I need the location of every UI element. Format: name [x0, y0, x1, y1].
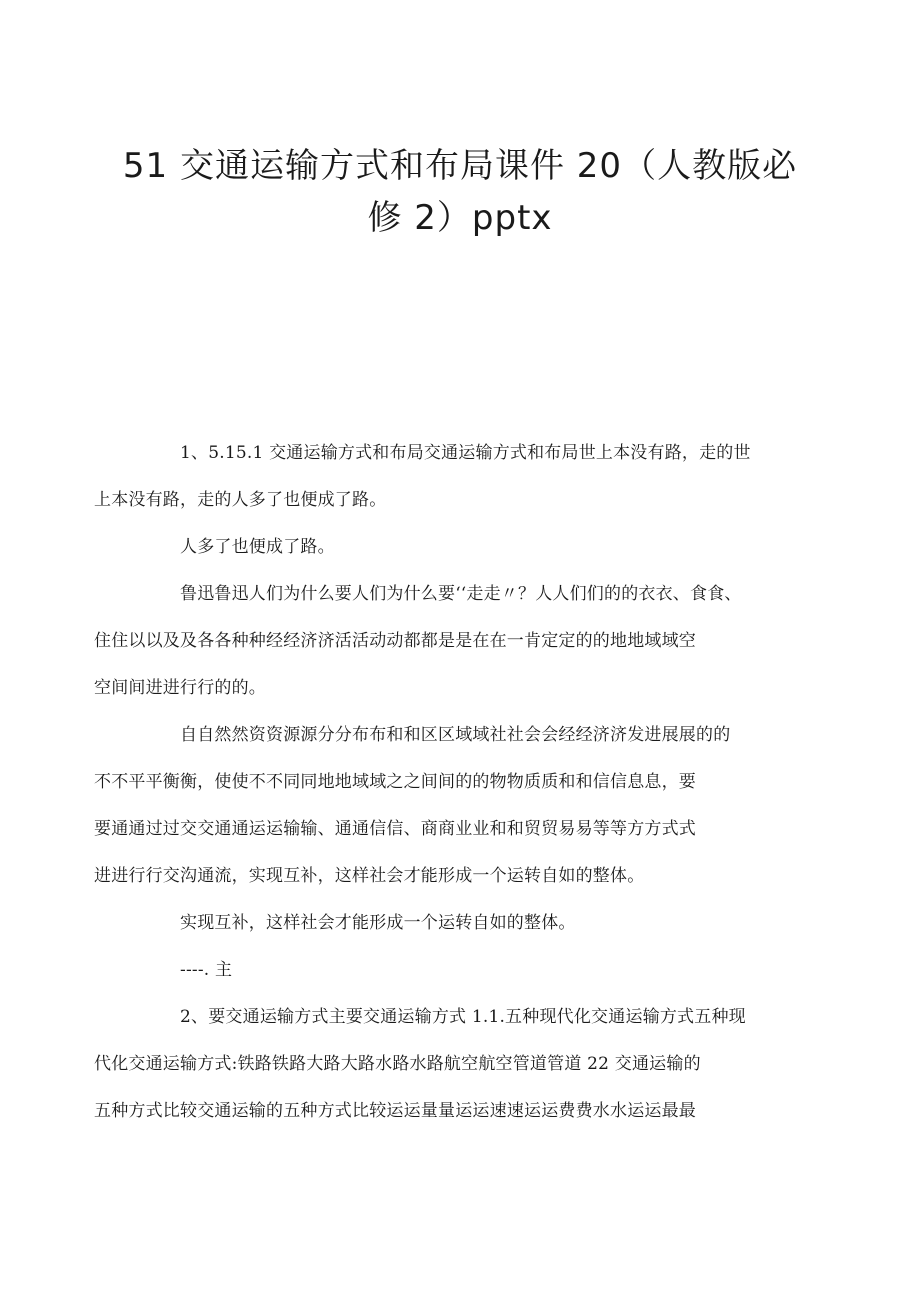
paragraph-line: 五种方式比较交通运输的五种方式比较运运量量运运速速运运费费水水运运最最	[94, 1101, 696, 1121]
paragraph-line: 不不平平衡衡，使使不不同同地地域域之之间间的的物物质质和和信信息息，要	[94, 772, 696, 792]
paragraph-line: 2、要交通运输方式主要交通运输方式 1.1.五种现代化交通运输方式五种现	[180, 1007, 746, 1027]
paragraph-line: 住住以以及及各各种种经经济济活活动动都都是是在在一肯定定的的地地域域空	[94, 631, 696, 651]
paragraph-4	[94, 712, 793, 900]
document-title	[120, 140, 800, 244]
paragraph-2	[137, 524, 793, 571]
paragraph-line: 空间间进进行行的的。	[94, 678, 266, 698]
title-line-2: 修 2）pptx	[367, 198, 553, 238]
paragraph-6	[137, 947, 793, 994]
paragraph-line: 代化交通运输方式:铁路铁路大路大路水路水路航空航空管道管道 22 交通运输的	[94, 1054, 701, 1074]
paragraph-line: 上本没有路，走的人多了也便成了路。	[94, 490, 387, 510]
paragraph-5	[137, 900, 793, 947]
title-line-1: 51 交通运输方式和布局课件 20（人教版必	[122, 146, 798, 186]
paragraph-line: 1、5.15.1 交通运输方式和布局交通运输方式和布局世上本没有路，走的世	[180, 443, 751, 463]
paragraph-line: 要通通过过交交通通运运输输、通通信信、商商业业和和贸贸易易等等方方式式	[94, 819, 696, 839]
paragraph-1	[94, 430, 793, 524]
document-body	[94, 430, 793, 1135]
paragraph-3	[94, 571, 793, 712]
paragraph-line: 自自然然资资源源分分布布和和区区域域社社会会经经济济发进展展的的	[180, 725, 731, 745]
paragraph-line: 人多了也便成了路。	[180, 537, 335, 557]
paragraph-7	[94, 994, 793, 1135]
paragraph-line: 鲁迅鲁迅人们为什么要人们为什么要‘‘走走〃？人人们们的的衣衣、食食、	[180, 584, 742, 604]
paragraph-line: 进进行行交沟通流，实现互补，这样社会才能形成一个运转自如的整体。	[94, 866, 645, 886]
paragraph-line: 实现互补，这样社会才能形成一个运转自如的整体。	[180, 913, 576, 933]
paragraph-line: ----. 主	[180, 960, 233, 980]
